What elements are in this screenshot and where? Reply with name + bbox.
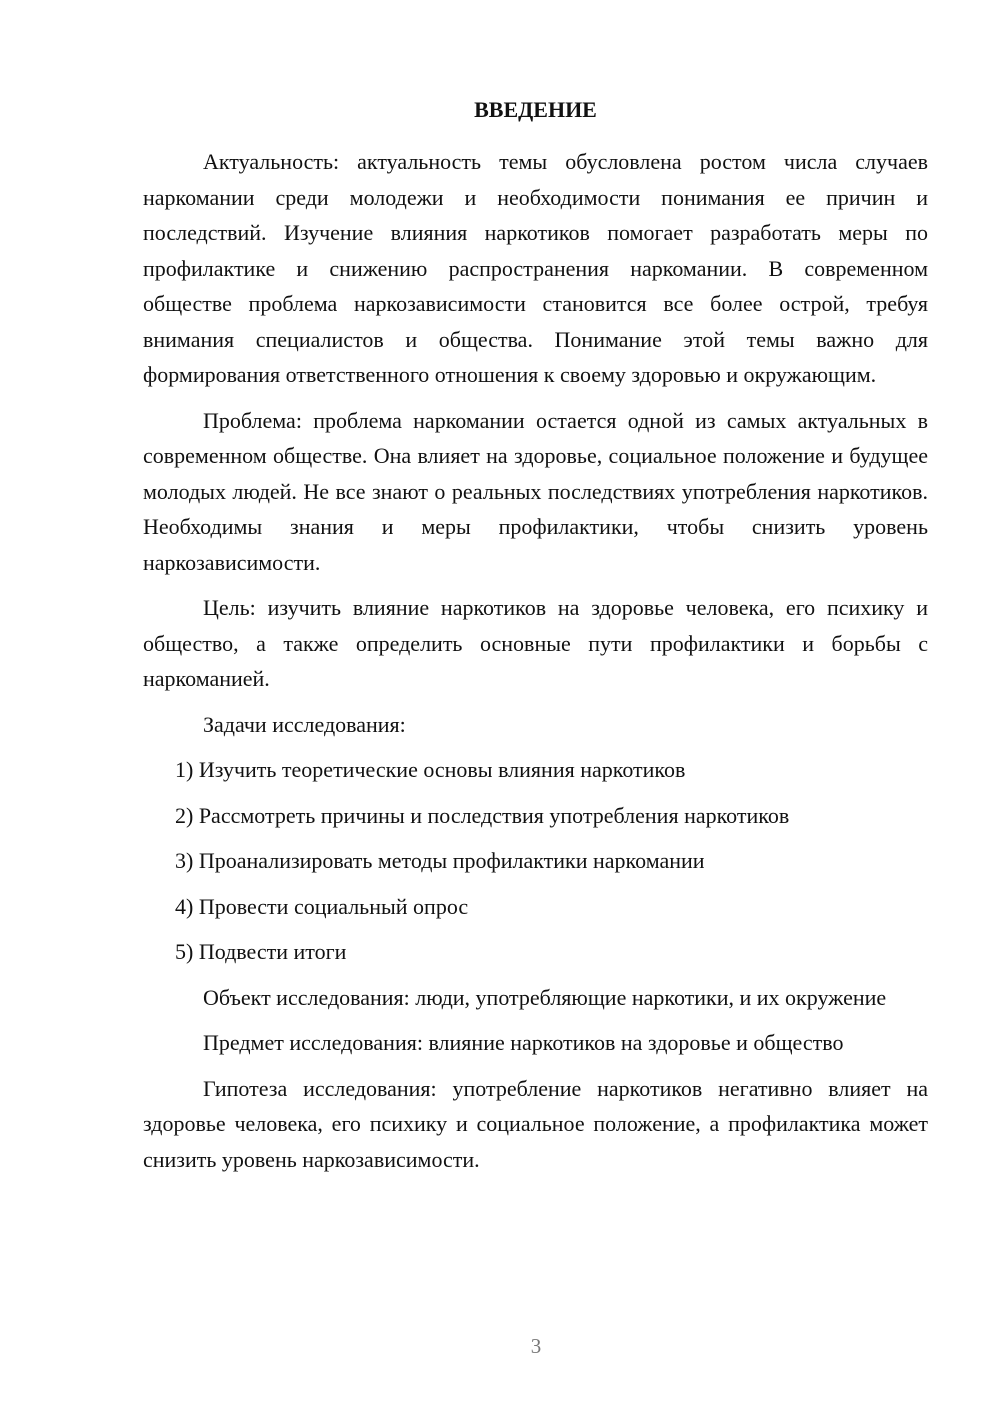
tasks-label: Задачи исследования:: [203, 711, 406, 737]
hypothesis-paragraph: Гипотеза исследования: употребление наркотиков негативно влияет на здоровье человека, его психику и социальное положение, а профилактика может снизить уровень наркозависимости.: [143, 1075, 928, 1172]
document-body: [143, 92, 928, 1187]
task-item: 2) Рассмотреть причины и последствия употребления наркотиков: [175, 802, 790, 828]
goal-paragraph: Цель: изучить влияние наркотиков на здоровье человека, его психику и общество, а также определить основные пути профилактики и борьбы с наркоманией.: [143, 595, 928, 691]
task-item: 1) Изучить теоретические основы влияния наркотиков: [175, 757, 686, 782]
object-paragraph: Объект исследования: люди, употребляющие наркотики, и их окружение: [203, 984, 887, 1010]
tasks-list: [143, 752, 928, 970]
section-heading: ВВЕДЕНИЕ: [474, 97, 597, 122]
subject-paragraph: Предмет исследования: влияние наркотиков на здоровье и общество: [203, 1030, 844, 1055]
problem-paragraph: Проблема: проблема наркомании остается одной из самых актуальных в современном обществе. Она влияет на здоровье, социальное положение и будущее молодых людей. Не все знают о реальных последствиях употребления наркотиков. Необходимы знания и меры профилактики, чтобы снизить уровень наркозависимости.: [143, 407, 928, 575]
relevance-paragraph: Актуальность: актуальность темы обусловлена ростом числа случаев наркомании среди молодежи и необходимости понимания ее причин и последствий. Изучение влияния наркотиков помогает разработать меры по профилактике и снижению распространения наркомании. В современном обществе проблема наркозависимости становится все более острой, требуя внимания специалистов и общества. Понимание этой темы важно для формирования ответственного отношения к своему здоровью и окружающим.: [143, 149, 928, 387]
page-number: 3: [530, 1334, 542, 1358]
task-item: 4) Провести социальный опрос: [175, 893, 469, 919]
task-item: 3) Проанализировать методы профилактики наркомании: [175, 848, 705, 873]
task-item: 5) Подвести итоги: [175, 939, 347, 964]
